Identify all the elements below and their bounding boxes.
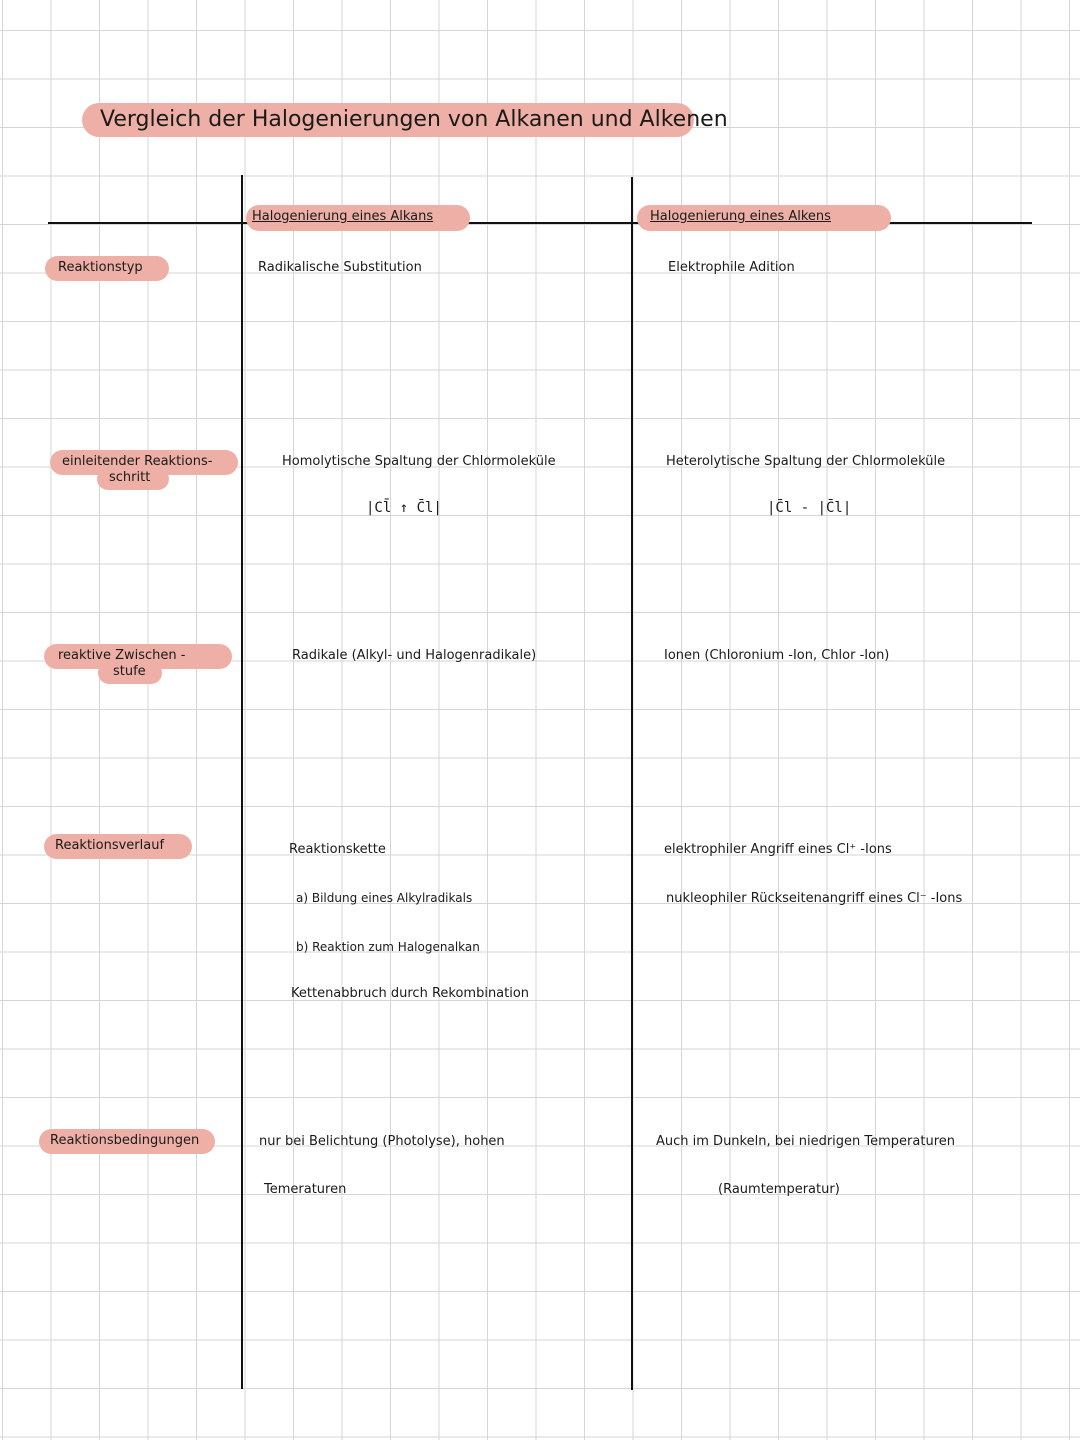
row-label-reaktionsverlauf: Reaktionsverlauf [55, 838, 165, 853]
row-label-reaktionsbedingungen: Reaktionsbedingungen [50, 1133, 200, 1148]
cell-alken-zwischenstufe: Ionen (Chloronium -Ion, Chlor -Ion) [664, 648, 890, 663]
column-divider-1 [241, 175, 243, 1389]
row-label-reaktive-zwischenstufe-line1: reaktive Zwischen - [58, 648, 186, 663]
cell-alkan-verlauf-2: a) Bildung eines Alkylradikals [296, 891, 473, 905]
cell-alkan-verlauf-4: Kettenabbruch durch Rekombination [291, 986, 530, 1001]
cell-alkan-zwischenstufe: Radikale (Alkyl- und Halogenradikale) [292, 648, 537, 663]
formula-heterolytic-cleavage: |C̄l - |C̄l| [767, 500, 852, 516]
column-header-alkan: Halogenierung eines Alkans [252, 209, 434, 224]
cell-alken-bedingungen-2: (Raumtemperatur) [718, 1182, 840, 1197]
row-label-einleitender-schritt-line1: einleitender Reaktions- [62, 454, 213, 469]
column-divider-2 [631, 177, 633, 1390]
cell-alkan-verlauf-3: b) Reaktion zum Halogenalkan [296, 940, 480, 954]
cell-alkan-reaktionstyp: Radikalische Substitution [258, 260, 422, 275]
cell-alkan-bedingungen-1: nur bei Belichtung (Photolyse), hohen [259, 1134, 505, 1149]
column-header-alken: Halogenierung eines Alkens [650, 209, 831, 224]
page-title: Vergleich der Halogenierungen von Alkanen und Alkenen [100, 107, 728, 132]
row-label-einleitender-schritt-line2: schritt [109, 470, 151, 485]
formula-homolytic-cleavage: |Cl̄ ↑ C̄l| [366, 500, 442, 516]
cell-alkan-verlauf-1: Reaktionskette [289, 842, 386, 857]
row-label-reaktionstyp: Reaktionstyp [58, 260, 143, 275]
cell-alken-reaktionstyp: Elektrophile Adition [668, 260, 795, 275]
cell-alken-verlauf-2: nukleophiler Rückseitenangriff eines Cl⁻ -Ions [666, 891, 963, 906]
cell-alken-einleitender-schritt: Heterolytische Spaltung der Chlormoleküle [666, 454, 946, 469]
row-label-reaktive-zwischenstufe-line2: stufe [113, 664, 146, 679]
cell-alkan-einleitender-schritt: Homolytische Spaltung der Chlormoleküle [282, 454, 556, 469]
cell-alken-bedingungen-1: Auch im Dunkeln, bei niedrigen Temperaturen [656, 1134, 955, 1149]
cell-alken-verlauf-1: elektrophiler Angriff eines Cl⁺ -Ions [664, 842, 892, 857]
cell-alkan-bedingungen-2: Temeraturen [264, 1182, 347, 1197]
